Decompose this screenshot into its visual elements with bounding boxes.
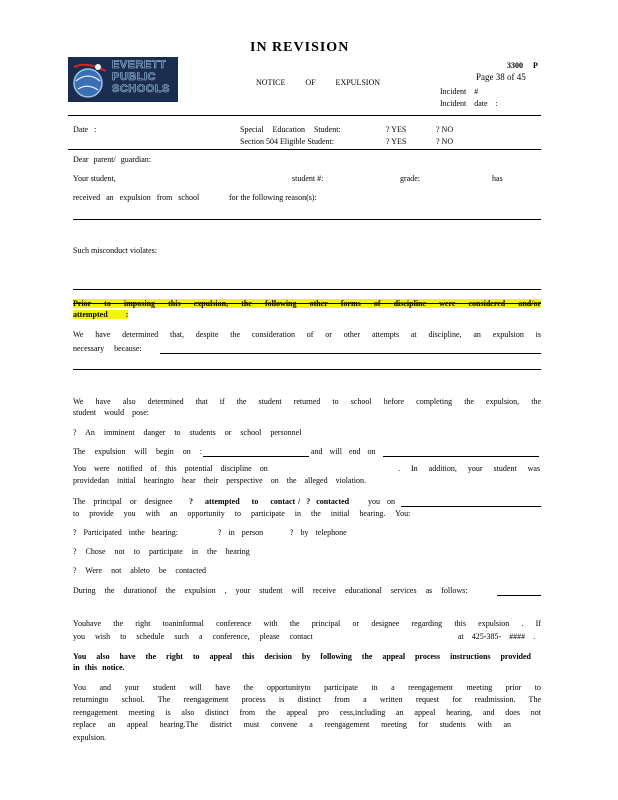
reengagement-text-2: returningto school. The reengagement process is distinct from a written request for readmission. The — [73, 695, 541, 704]
in-person-checkbox[interactable]: ? in person — [218, 528, 264, 537]
schedule-conference-text: you wish to schedule such a conference, please contact — [73, 632, 313, 641]
opportunity-text: to provide you with an opportunity to participate in the initial hearing. You: — [73, 509, 411, 518]
district-logo — [68, 57, 178, 102]
salutation: Dear parent/ guardian: — [73, 155, 151, 164]
participated-checkbox[interactable]: ? Participated inthe hearing: — [73, 528, 178, 537]
globe-icon — [68, 57, 112, 102]
reasons-label: for the following reason(s): — [229, 193, 317, 202]
header-divider — [68, 115, 541, 116]
received-expulsion-text: received an expulsion from school — [73, 193, 200, 202]
section-504-label: Section 504 Eligible Student: — [240, 137, 334, 146]
special-ed-yes-checkbox[interactable]: ? YES — [386, 125, 407, 134]
contacted-checkbox[interactable]: / ? contacted — [298, 497, 350, 506]
grade-label: grade: — [400, 174, 420, 183]
misconduct-line[interactable] — [73, 289, 541, 290]
in-addition-text: . In addition, your student was — [398, 464, 541, 473]
services-line[interactable] — [497, 595, 541, 596]
incident-date-label: Incident date : — [440, 99, 498, 108]
date-label: Date : — [73, 125, 97, 134]
appeal-rights-text: You also have the right to appeal this decision by following the appeal process instructions provided — [73, 652, 531, 661]
page-indicator: Page 38 of 45 — [476, 72, 526, 82]
special-ed-label: Special Education Student: — [240, 125, 341, 134]
contact-date-line[interactable] — [401, 506, 541, 507]
expulsion-begin-label: The expulsion will begin on : — [73, 447, 202, 456]
student-number-label: student #: — [292, 174, 324, 183]
reengagement-text-1: You and your student will have the opportunityto participate in a reengagement meeting prior to — [73, 683, 541, 692]
not-able-checkbox[interactable]: ? Were not ableto be contacted — [73, 566, 207, 575]
because-line-1[interactable] — [160, 353, 541, 354]
document-title: IN REVISION — [250, 40, 350, 55]
you-on-label: you on — [368, 497, 395, 506]
has-text: has — [492, 174, 503, 183]
appeal-rights-text-cont: in this notice. — [73, 663, 125, 672]
student-would-pose-text: student would pose: — [73, 408, 149, 417]
reengagement-text-4: replace an appeal hearing.The district must convene a reengagement meeting for students with an — [73, 720, 511, 729]
initial-hearing-text: providedan initial hearingto hear their perspective on the alleged violation. — [73, 476, 367, 485]
principal-label: The principal or designee — [73, 497, 173, 506]
necessary-because-label: necessary because: — [73, 344, 142, 353]
notice-heading: NOTICE OF EXPULSION — [256, 78, 380, 87]
reengagement-text-5: expulsion. — [73, 733, 107, 742]
prior-discipline-heading: Prior to imposing this expulsion, the following other forms of discipline were considered and/or — [73, 299, 541, 308]
reengagement-text-3: reengagement meeting is also distinct from the appeal pro cess,including an appeal hearing, and does not — [73, 708, 541, 717]
determined-text: We have determined that, despite the consideration of or other attempts at discipline, an expulsion is — [73, 330, 541, 339]
because-line-2[interactable] — [73, 369, 541, 370]
by-telephone-checkbox[interactable]: ? by telephone — [290, 528, 347, 537]
misconduct-label: Such misconduct violates: — [73, 246, 157, 255]
section-504-no-checkbox[interactable]: ? NO — [436, 137, 454, 146]
informal-conference-text: Youhave the right toaninformal conference with the principal or designee regarding this expulsion . If — [73, 619, 541, 628]
date-divider — [68, 149, 541, 150]
your-student-label: Your student, — [73, 174, 116, 183]
incident-number-label: Incident # — [440, 87, 479, 96]
contact-phone: at 425-385- #### . — [458, 632, 536, 641]
special-ed-no-checkbox[interactable]: ? NO — [436, 125, 454, 134]
policy-number: 3300 P — [507, 61, 538, 70]
educational-services-text: During the durationof the expulsion , your student will receive educational services as follows: — [73, 586, 468, 595]
logo-wordmark: EVERETT PUBLIC SCHOOLS — [112, 59, 170, 95]
section-504-yes-checkbox[interactable]: ? YES — [386, 137, 407, 146]
end-date-line[interactable] — [383, 456, 539, 457]
expulsion-end-label: and will end on — [311, 447, 376, 456]
chose-not-checkbox[interactable]: ? Chose not to participate in the hearing — [73, 547, 250, 556]
notified-text: You were notified of this potential discipline on — [73, 464, 268, 473]
prior-discipline-heading-cont: attempted : — [73, 310, 129, 319]
also-determined-text: We have also determined that if the student returned to school before completing the expulsion, the — [73, 397, 541, 406]
attempted-contact-checkbox[interactable]: ? attempted to contact — [189, 497, 296, 506]
imminent-danger-checkbox[interactable]: ? An imminent danger to students or school personnel — [73, 428, 302, 437]
begin-date-line[interactable] — [203, 456, 309, 457]
reasons-line[interactable] — [73, 219, 541, 220]
